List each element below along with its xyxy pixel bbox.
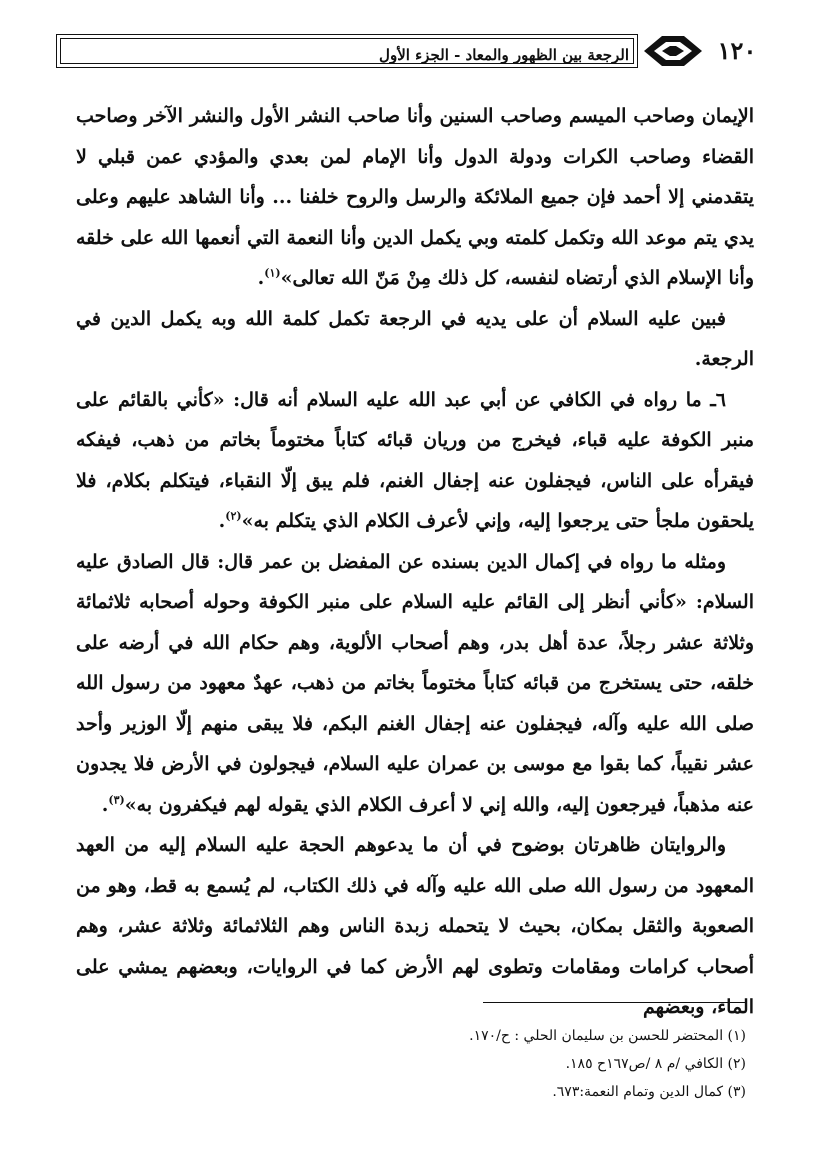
header-title-frame [56, 34, 638, 68]
footnote-separator [483, 1002, 745, 1003]
paragraph-analysis: والروايتان ظاهرتان بوضوح في أن ما يدعوهم الحجة عليه السلام إليه من العهد المعهود من رسول الله صلى الله عليه وآله في ذلك الكتاب، لم يُسمع به قط، وهو من الصعوبة والثقل بمكان، بحيث لا يتحمله زبدة الناس وهم الثلاثمائة وثلاثة عشر، وهم أصحاب كرامات ومقامات وتطوى لهم الأرض كما في الروايات، وبعضهم يمشي على الماء، وبعضهم [76, 834, 754, 1018]
footnote-ref: (١) [264, 266, 281, 280]
paragraph-text: ٦ـ ما رواه في الكافي عن أبي عبد الله عليه السلام أنه قال: «كأني بالقائم على منبر الكوفة عليه قباء، فيخرج من وريان قبائه كتاباً مختوماً بخاتم من ذهب، فيفكه فيقرأه على الناس، فيجفلون عنه إجفال الغنم، فلم يبق إلّا النقباء، فيتكلم بكلام، فلا يلحقون ملجأ حتى يرجعوا إليه، وإني لأعرف الكلام الذي يتكلم به» [76, 388, 754, 532]
paragraph-text: الإيمان وصاحب الميسم وصاحب السنين وأنا صاحب النشر الأول والنشر الآخر وصاحب القضاء وصاحب الكرات ودولة الدول وأنا الإمام لمن بعدي والمؤدي عمن قبلي لا يتقدمني إلا أحمد فإن جميع الملائكة والرسل والروح خلفنا ... وأنا الشاهد عليهم وعلى يدي يتم موعد الله وتكمل كلمته وبي يكمل الدين وأنا النعمة التي أنعمها الله على خلقه وأنا الإسلام الذي أرتضاه لنفسه، كل ذلك مِنْ مَنّ الله تعالى» [76, 105, 754, 289]
footnote-3: (٣) كمال الدين وتمام النعمة:٦٧٣. [552, 1084, 746, 1100]
running-header [56, 30, 768, 70]
page-number: ١٢٠ [717, 36, 757, 65]
paragraph-narration-6: ٦ـ ما رواه في الكافي عن أبي عبد الله عليه السلام أنه قال: «كأني بالقائم على منبر الكوفة عليه قباء، فيخرج من وريان قبائه كتاباً مختوماً بخاتم من ذهب، فيفكه فيقرأه على الناس، فيجفلون عنه إجفال الغنم، فلم يبق إلّا النقباء، فيتكلم بكلام، فلا يلحقون ملجأ حتى يرجعوا إليه، وإني لأعرف الكلام الذي يتكلم به»$^{(٢)}$. [76, 388, 754, 532]
paragraph-commentary: فبين عليه السلام أن على يديه في الرجعة تكمل كلمة الله وبه يكمل الدين في الرجعة. [76, 307, 754, 370]
paragraph-continued-quote: الإيمان وصاحب الميسم وصاحب السنين وأنا صاحب النشر الأول والنشر الآخر وصاحب القضاء وصاحب الكرات ودولة الدول وأنا الإمام لمن بعدي والمؤدي عمن قبلي لا يتقدمني إلا أحمد فإن جميع الملائكة والرسل والروح خلفنا ... وأنا الشاهد عليهم وعلى يدي يتم موعد الله وتكمل كلمته وبي يكمل الدين وأنا النعمة التي أنعمها الله على خلقه وأنا الإسلام الذي أرتضاه لنفسه، كل ذلك مِنْ مَنّ الله تعالى»$^{(١)}$. [76, 105, 754, 289]
paragraph-similar-narration: ومثله ما رواه في إكمال الدين بسنده عن المفضل بن عمر قال: قال الصادق عليه السلام: «كأني أنظر إلى القائم عليه السلام على منبر الكوفة وحوله أصحابه ثلاثمائة وثلاثة عشر رجلاً، عدة أهل بدر، وهم أصحاب الألوية، وهم حكام الله في أرضه على خلقه، حتى يستخرج من قبائه كتاباً مختوماً بخاتم من ذهب، عهدٌ معهود من رسول الله صلى الله عليه وآله، فيجفلون عنه إجفال الغنم البكم، فلا يبقى منهم إلّا الوزير وأحد عشر نقيباً، كما بقوا مع موسى بن عمران عليه السلام، فيجولون في الأرض فلا يجدون عنه مذهباً، فيرجعون إليه، والله إني لا أعرف الكلام الذي يقوله لهم فيكفرون به»$^{(٣)}$. [76, 550, 754, 816]
header-ornament-icon [644, 32, 702, 70]
footnote-2: (٢) الكافي /م ٨ /ص١٦٧ح ١٨٥. [565, 1056, 746, 1072]
footnote-1: (١) المحتضر للحسن بن سليمان الحلي : ح/١٧٠. [469, 1028, 746, 1044]
footnote-ref: (٣) [108, 793, 125, 807]
main-text [76, 96, 754, 1028]
footnotes [200, 1022, 746, 1106]
header-title: الرجعة بين الظهور والمعاد - الجزء الأول [379, 46, 629, 64]
footnote-ref: (٢) [225, 509, 242, 523]
paragraph-text: ومثله ما رواه في إكمال الدين بسنده عن المفضل بن عمر قال: قال الصادق عليه السلام: «كأني أنظر إلى القائم عليه السلام على منبر الكوفة وحوله أصحابه ثلاثمائة وثلاثة عشر رجلاً، عدة أهل بدر، وهم أصحاب الألوية، وهم حكام الله في أرضه على خلقه، حتى يستخرج من قبائه كتاباً مختوماً بخاتم من ذهب، عهدٌ معهود من رسول الله صلى الله عليه وآله، فيجفلون عنه إجفال الغنم البكم، فلا يبقى منهم إلّا الوزير وأحد عشر نقيباً، كما بقوا مع موسى بن عمران عليه السلام، فيجولون في الأرض فلا يجدون عنه مذهباً، فيرجعون إليه، والله إني لا أعرف الكلام الذي يقوله لهم فيكفرون به» [76, 550, 754, 816]
